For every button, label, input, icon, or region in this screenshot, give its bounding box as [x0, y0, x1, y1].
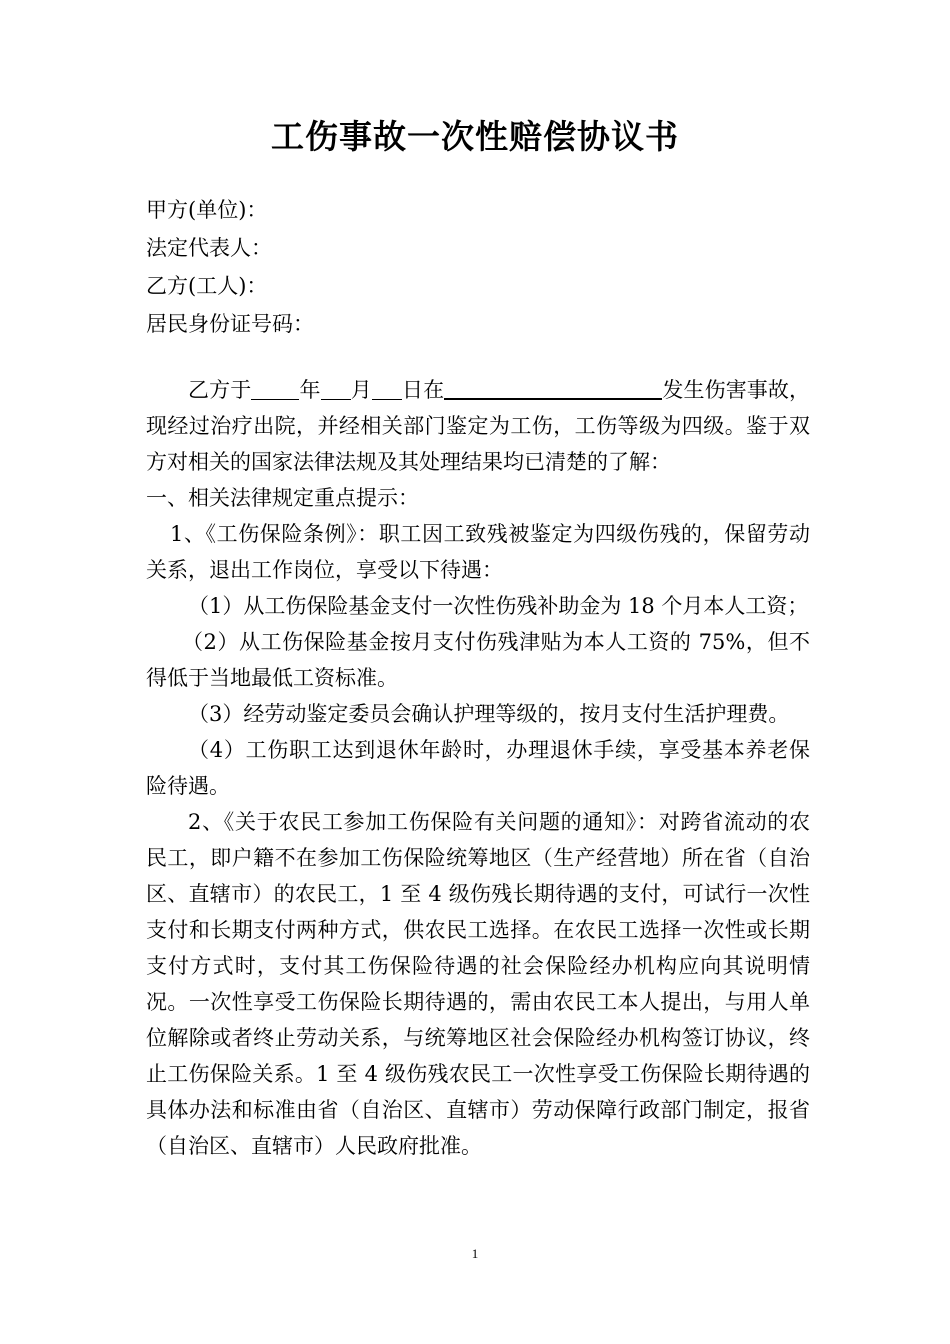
- party-info-block: [146, 191, 810, 343]
- id-number-line: 居民身份证号码：: [146, 312, 314, 336]
- year-label: 年: [299, 378, 321, 402]
- page-number: 1: [471, 1246, 479, 1261]
- intro-paragraph: [146, 372, 810, 480]
- intro-text-end: 发生伤害事故，现经过治疗出院，并经相关部门鉴定为工伤，工伤等级为四级。鉴于双方对相关的国家法律法规及其处理结果均已清楚的了解：: [146, 378, 811, 474]
- year-blank: [251, 377, 299, 400]
- item1-subitem-4: （4）工伤职工达到退休年龄时，办理退休手续，享受基本养老保险待遇。: [146, 738, 810, 798]
- item1-subitem-2: （2）从工伤保险基金按月支付伤残津贴为本人工资的 75%，但不得低于当地最低工资标准。: [146, 630, 810, 690]
- item1-subitem-1: （1）从工伤保险基金支付一次性伤残补助金为 18 个月本人工资；: [188, 594, 809, 618]
- section-heading: 一、相关法律规定重点提示：: [146, 486, 419, 510]
- legal-representative-line: 法定代表人：: [146, 236, 272, 260]
- month-blank: [321, 377, 351, 400]
- item1-subitem-3: （3）经劳动鉴定委员会确认护理等级的，按月支付生活护理费。: [188, 702, 790, 726]
- document-title: 工伤事故一次性赔偿协议书: [271, 117, 679, 156]
- month-label: 月: [350, 378, 372, 402]
- party-a-line: 甲方(单位)：: [146, 198, 268, 222]
- intro-text-start: 乙方于: [188, 378, 252, 402]
- day-blank: [372, 377, 402, 400]
- item1-intro: 1、《工伤保险条例》：职工因工致残被鉴定为四级伤残的，保留劳动关系，退出工作岗位，享受以下待遇：: [146, 522, 810, 582]
- day-label: 日在: [401, 378, 445, 402]
- item2-paragraph: 2、《关于农民工参加工伤保险有关问题的通知》：对跨省流动的农民工，即户籍不在参加工伤保险统筹地区（生产经营地）所在省（自治区、直辖市）的农民工，1 至 4 级伤残长期待遇的支付，可试行一次性支付和长期支付两种方式，供农民工选择。在农民工选择一次性或长期支付方式时，支付其工伤保险待遇的社会保险经办机构应向其说明情况。一次性享受工伤保险长期待遇的，需由农民工本人提出，与用人单位解除或者终止劳动关系，与统筹地区社会保险经办机构签订协议，终止工伤保险关系。1 至 4 级伤残农民工一次性享受工伤保险长期待遇的具体办法和标准由省（自治区、直辖市）劳动保障行政部门制定，报省（自治区、直辖市）人民政府批准。: [146, 810, 810, 1158]
- party-b-line: 乙方(工人)：: [146, 274, 268, 298]
- location-blank: [444, 376, 662, 400]
- agreement-body: [146, 372, 810, 1164]
